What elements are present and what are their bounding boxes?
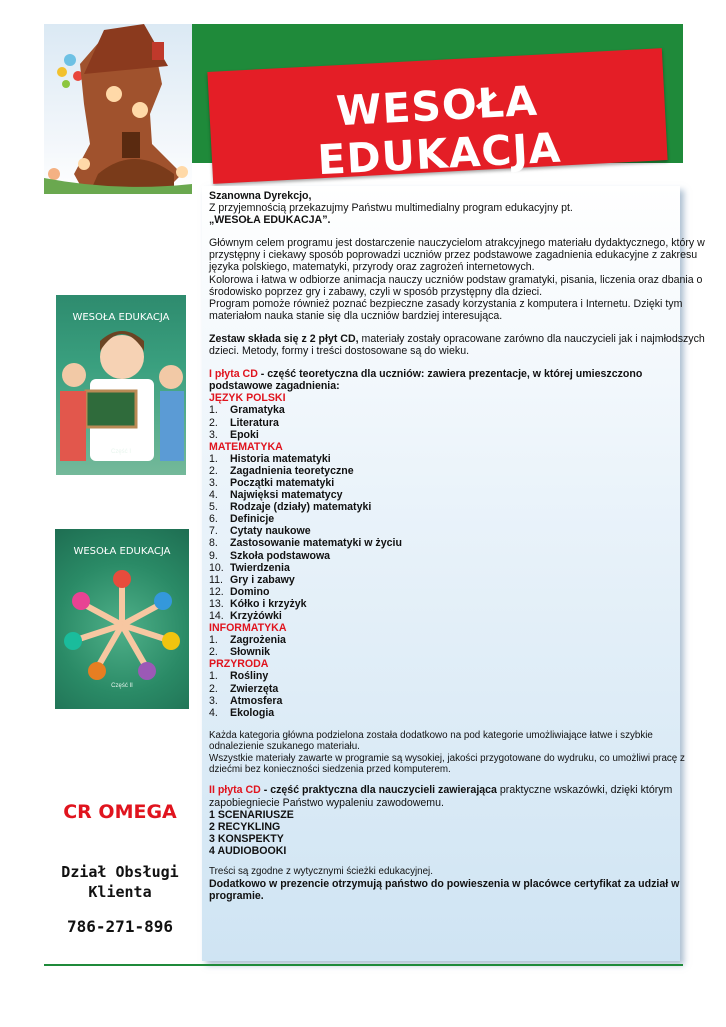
- paragraph-animation: Kolorowa i łatwa w odbiorze animacja nauczy uczniów podstaw gramatyki, pisania, liczenia oraz dbania o środowisko poprzez gry i zabawy, czyli w sposób przystępny dla dzieci.: [209, 273, 703, 298]
- list-item: 2. Zwierzęta: [209, 682, 279, 695]
- closing-compliance: Treści są zgodne z wytycznymi ścieżki edukacyjnej.: [209, 866, 433, 878]
- spacer: [209, 357, 707, 368]
- category-list-polish: [209, 404, 707, 440]
- category-list-it: [209, 634, 707, 658]
- cd1-heading: [209, 368, 707, 392]
- category-list-math: [209, 453, 707, 622]
- list-item: 1. Historia matematyki: [209, 452, 331, 465]
- child-with-tablet-image: [56, 295, 186, 475]
- list-item: 9. Szkoła podstawowa: [209, 549, 331, 562]
- cover-subtitle: Część I: [110, 449, 131, 455]
- list-item: 3. Atmosfera: [209, 694, 283, 707]
- cover-subtitle: Część II: [111, 683, 133, 689]
- program-name: „WESOŁA EDUKACJA”.: [209, 214, 331, 227]
- department-line-2: Klienta: [88, 883, 152, 901]
- category-heading: INFORMATYKA: [209, 622, 287, 635]
- category-heading: MATEMATYKA: [209, 440, 283, 453]
- list-item: 3. Początki matematyki: [209, 476, 335, 489]
- paragraph-materials: Wszystkie materiały zawarte w programie są wysokiej, jakości przygotowane do wydruku, co umożliwi pracę z dziećmi bez konieczności siedzenia przed komputerem.: [209, 752, 685, 776]
- title-banner: [207, 48, 667, 184]
- spacer: [209, 857, 707, 866]
- paragraph-set: [209, 333, 707, 357]
- list-item: 5. Rodzaje (działy) matematyki: [209, 501, 372, 514]
- spacer: [209, 775, 707, 784]
- page-title: WESOŁA EDUKACJA: [316, 76, 563, 185]
- closing-gift: Dodatkowo w prezencie otrzymują państwo do powieszenia w placówce certyfikat za udział w programie.: [209, 878, 680, 903]
- list-item: 1. Rośliny: [209, 670, 269, 683]
- cd-cover-part-1: [56, 295, 186, 475]
- bottom-divider: [44, 964, 683, 966]
- spacer: [209, 322, 707, 333]
- cover-title: WESOŁA EDUKACJA: [73, 546, 171, 557]
- paragraph-goal: Głównym celem programu jest dostarczenie nauczycielom atrakcyjnego materiału dydaktycznego, który w przystępny i ciekawy sposób poprowadzi uczniów przez podstawowe zagadnienia edukacyjne z zakresu języka polskiego, matematyki, przyrody oraz zagrożeń internetowych.: [209, 237, 705, 274]
- company-name: CR OMEGA: [63, 801, 177, 823]
- spacer: [209, 719, 707, 730]
- list-item: 10. Twierdzenia: [209, 561, 290, 574]
- cd2-item: 3 KONSPEKTY: [209, 832, 284, 845]
- header-illustration: [44, 24, 192, 194]
- cd2-item: 2 RECYKLING: [209, 820, 281, 833]
- department-label: [40, 862, 200, 902]
- list-item: 4. Ekologia: [209, 706, 275, 719]
- cd2-bold: - część praktyczna dla nauczycieli zawierająca: [260, 784, 497, 797]
- letter-text: [209, 190, 707, 902]
- list-item: 7. Cytaty naukowe: [209, 525, 311, 538]
- list-item: 12. Domino: [209, 585, 270, 598]
- list-item: 14. Krzyżówki: [209, 610, 282, 622]
- category-list-nature: [209, 670, 707, 718]
- list-item: 1. Gramatyka: [209, 404, 285, 417]
- set-rest: materiały zostały opracowane zarówno dla nauczycieli jak i najmłodszych dzieci. Metody, formy i treści dostosowane są do wieku.: [209, 332, 705, 358]
- cd2-label: II płyta CD: [209, 784, 261, 797]
- department-line-1: Dział Obsługi: [61, 863, 179, 881]
- set-bold: Zestaw składa się z 2 płyt CD,: [209, 332, 359, 345]
- intro: Z przyjemnością przekazujmy Państwu multimedialny program edukacyjny pt.: [209, 202, 573, 215]
- list-item: 11. Gry i zabawy: [209, 573, 295, 586]
- list-item: 13. Kółko i krzyżyk: [209, 597, 307, 610]
- list-item: 3. Epoki: [209, 428, 259, 441]
- cd-cover-part-2: [55, 529, 189, 709]
- cd2-item: 1 SCENARIUSZE: [209, 808, 294, 821]
- cd2-rest: praktyczne wskazówki, dzięki którym zapobiegniecie Państwo wypaleniu zawodowemu.: [209, 784, 673, 809]
- greeting: Szanowna Dyrekcjo,: [209, 190, 312, 202]
- paragraph-safety: Program pomoże również poznać bezpieczne zasady korzystania z komputera i Internetu. Dzięki tym materiałom nauka stanie się dla uczniów bardziej interesująca.: [209, 297, 683, 322]
- list-item: 8. Zastosowanie matematyki w życiu: [209, 537, 402, 550]
- list-item: 2. Zagadnienia teoretyczne: [209, 464, 354, 477]
- cd2-heading: [209, 784, 707, 808]
- phone-number: 786-271-896: [67, 917, 173, 936]
- cd1-description: - część teoretyczna dla uczniów: zawiera prezentacje, w której umieszczono podstawowe zagadnienia:: [209, 368, 643, 393]
- list-item: 1. Zagrożenia: [209, 634, 286, 647]
- paragraph-categories: Każda kategoria główna podzielona została dodatkowo na pod kategorie umożliwiające łatwe i szybkie odnalezienie szukanego materiału.: [209, 729, 653, 753]
- cd2-item: 4 AUDIOBOOKI: [209, 844, 287, 857]
- list-item: 2. Słownik: [209, 646, 271, 659]
- list-item: 4. Najwięksi matematycy: [209, 489, 343, 502]
- children-circle-image: [55, 529, 189, 709]
- cover-title: WESOŁA EDUKACJA: [72, 312, 170, 323]
- cd1-label: I płyta CD: [209, 368, 258, 381]
- list-item: 6. Definicje: [209, 513, 275, 526]
- shoe-house-illustration: [44, 24, 192, 194]
- category-heading: PRZYRODA: [209, 658, 269, 671]
- category-heading: JĘZYK POLSKI: [209, 392, 286, 405]
- spacer: [209, 226, 707, 237]
- list-item: 2. Literatura: [209, 416, 279, 429]
